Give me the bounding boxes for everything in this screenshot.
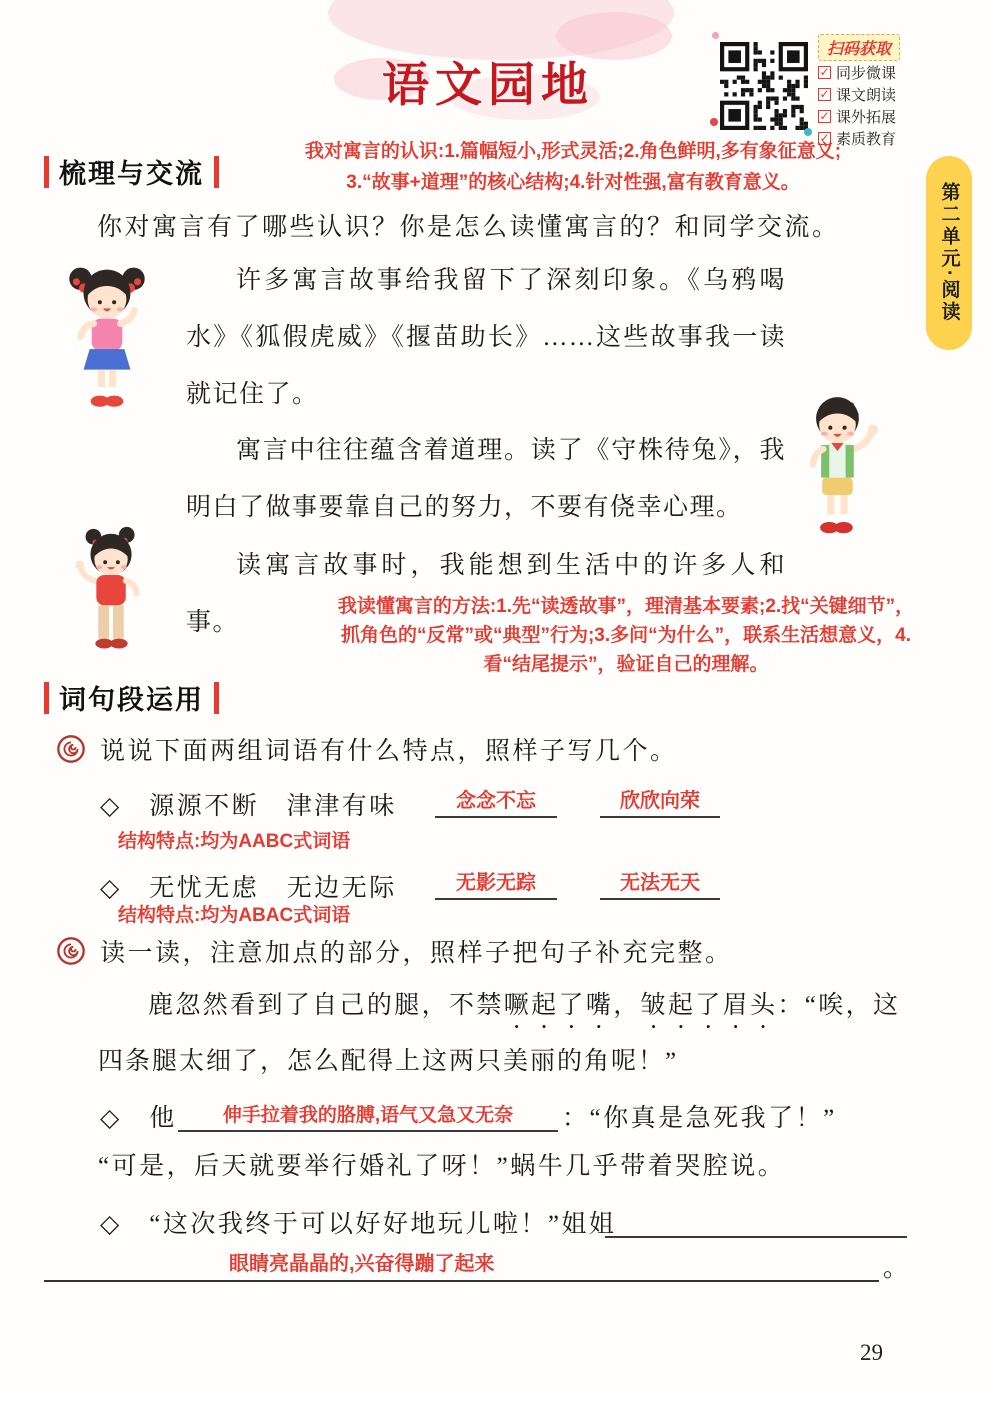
section1-title: 梳理与交流 xyxy=(59,159,204,189)
fill-in-blank xyxy=(600,782,720,818)
fill-in-blank xyxy=(600,864,720,900)
qr-item-label: 素质教育 xyxy=(836,131,897,148)
handwritten-answer: 念念不忘 xyxy=(456,790,536,812)
sentence-item-1 xyxy=(100,1088,940,1138)
student-girl-illustration-1 xyxy=(56,258,158,422)
speech-bubble-1: 许多寓言故事给我留下了深刻印象。《乌鸦喝水》《狐假虎威》《揠苗助长》……这些故事我一读就记住了。 xyxy=(186,267,786,408)
rosette-bullet-icon xyxy=(56,734,86,764)
example-sentence xyxy=(98,978,900,1090)
qr-panel xyxy=(718,34,930,148)
qr-links xyxy=(818,34,930,149)
word-group-1: ◇ 源源不断 津津有味 xyxy=(100,793,397,820)
red-bar xyxy=(44,682,49,714)
fill-in-blank xyxy=(435,864,557,900)
qr-item xyxy=(818,62,930,83)
speech-bubble-2: 寓言中往往蕴含着道理。读了《守株待兔》，我明白了做事要靠自己的努力，不要有侥幸心理。 xyxy=(186,437,786,521)
rosette-bullet-icon xyxy=(56,936,86,966)
sentence-start: ◇ 他 xyxy=(100,1105,177,1132)
fill-in-blank xyxy=(435,782,557,818)
red-dot-decoration xyxy=(710,118,718,126)
emphasized-phrase: 皱起了眉头 xyxy=(640,992,778,1019)
example-text: ：“唉，这四条腿太细了，怎么配得上这两只美丽的角呢！” xyxy=(98,992,900,1075)
teacher-note-fable-understanding xyxy=(232,136,914,198)
handwritten-answer: 无法无天 xyxy=(620,872,700,894)
task2-instruction: 读一读，注意加点的部分，照样子把句子补充完整。 xyxy=(100,940,733,967)
word-group-1-row xyxy=(100,778,930,826)
page-number: 29 xyxy=(860,1340,883,1365)
fill-in-blank xyxy=(178,1090,558,1132)
note-line: 我对寓言的认识:1.篇幅短小,形式灵活;2.角色鲜明,多有象征意义; xyxy=(304,141,842,162)
red-bar xyxy=(44,156,49,188)
sentence-end: ：“你真是急死我了！” xyxy=(562,1105,837,1132)
qr-code xyxy=(720,42,808,130)
teacher-note-reading-method: 我读懂寓言的方法:1.先“读透故事”，理清基本要素;2.找“关键细节”，抓角色的“反常”或“典型”行为;3.多问“为什么”，联系生活想意义，4.看“结尾提示”，验证自己的理解。 xyxy=(337,596,915,675)
exercise-question: 你对寓言有了哪些认识？你是怎么读懂寓言的？和同学交流。 xyxy=(97,214,840,241)
sentence-continuation: “可是，后天就要举行婚礼了呀！”蜗牛几乎带着哭腔说。 xyxy=(98,1153,786,1180)
student-boy-illustration xyxy=(786,390,894,548)
student-girl-illustration-2 xyxy=(64,524,162,670)
qr-item-label: 课文朗读 xyxy=(836,87,897,104)
speech-bubble-3: 读寓言故事时，我能想到生活中的许多人和事。 xyxy=(186,552,786,636)
qr-header-label: 扫码获取 xyxy=(818,34,900,61)
example-text: ， xyxy=(613,992,641,1019)
section2-header xyxy=(44,678,219,717)
section1-header xyxy=(44,152,219,191)
task1-instruction: 说说下面两组词语有什么特点，照样子写几个。 xyxy=(100,738,678,765)
word-group-2: ◇ 无忧无虑 无边无际 xyxy=(100,875,397,902)
sentence-item-2-answer-line xyxy=(44,1238,908,1282)
emphasized-phrase: 噘起了嘴 xyxy=(503,992,614,1019)
unit-tab-label: 第二单元·阅读 xyxy=(938,182,960,324)
handwritten-answer: 伸手拉着我的胳膊,语气又急又无奈 xyxy=(222,1105,514,1126)
handwritten-answer: 眼睛亮晶晶的,兴奋得蹦了起来 xyxy=(229,1253,495,1275)
example-text: 鹿忽然看到了自己的腿，不禁 xyxy=(148,992,504,1019)
handwritten-answer: 欣欣向荣 xyxy=(620,790,700,812)
sentence-period: 。 xyxy=(882,1254,908,1282)
checkbox-icon: ✓ xyxy=(819,131,830,145)
qr-item xyxy=(818,84,930,105)
qr-item-label: 同步微课 xyxy=(836,65,897,82)
handwritten-answer: 无影无踪 xyxy=(456,872,536,894)
checkbox-icon: ✓ xyxy=(819,109,830,123)
pink-dot-decoration xyxy=(712,32,719,39)
unit-tab xyxy=(926,156,972,350)
sentence-start: ◇ “这次我终于可以好好地玩儿啦！”姐姐 xyxy=(100,1211,617,1238)
section2-title: 词句段运用 xyxy=(59,685,204,715)
checkbox-icon: ✓ xyxy=(819,65,830,79)
checkbox-icon: ✓ xyxy=(819,87,830,101)
red-bar xyxy=(214,682,219,714)
fill-in-blank xyxy=(605,1196,907,1238)
qr-item-label: 课外拓展 xyxy=(836,109,897,126)
fill-in-blank xyxy=(44,1238,879,1282)
sentence-item-2 xyxy=(100,1196,940,1244)
structure-note-abac: 结构特点:均为ABAC式词语 xyxy=(118,905,351,926)
qr-item xyxy=(818,106,930,127)
red-bar xyxy=(214,156,219,188)
blue-dot-decoration xyxy=(804,128,812,136)
structure-note-aabc: 结构特点:均为AABC式词语 xyxy=(118,831,351,852)
note-line: 3.“故事+道理”的核心结构;4.针对性强,富有教育意义。 xyxy=(346,172,800,193)
page-title: 语文园地 xyxy=(382,58,594,111)
